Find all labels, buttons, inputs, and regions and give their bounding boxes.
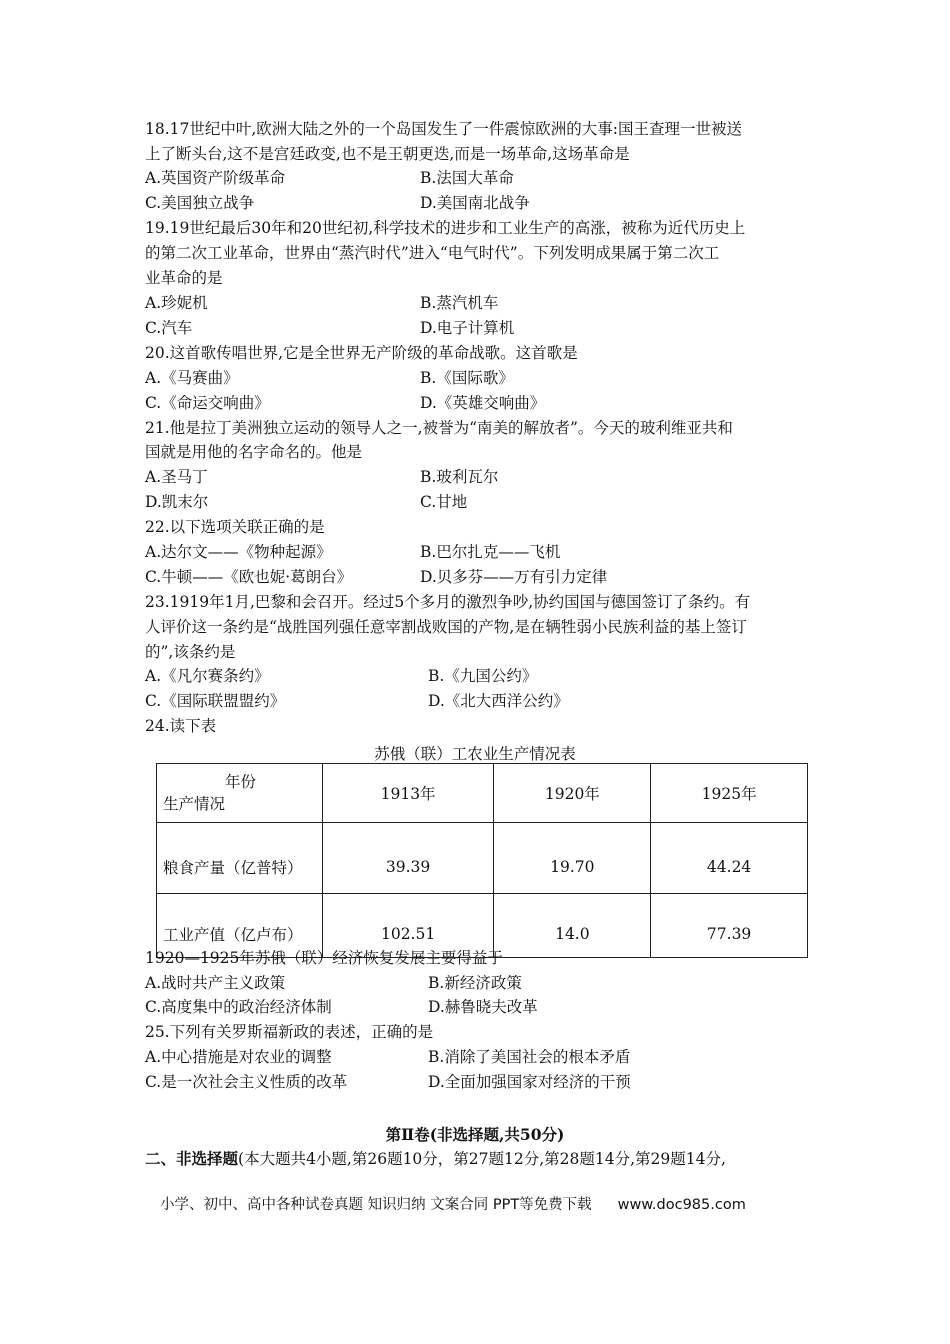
q20-option-b: B.《国际歌》 bbox=[420, 369, 514, 387]
q18-option-a: A.英国资产阶级革命 bbox=[145, 169, 286, 187]
q25-option-d: D.全面加强国家对经济的干预 bbox=[428, 1073, 631, 1091]
q20-stem-line1: 20.这首歌传唱世界,它是全世界无产阶级的革命战歌。这首歌是 bbox=[145, 344, 578, 362]
q21-option-a: A.圣马丁 bbox=[145, 468, 208, 486]
q18-option-d: D.美国南北战争 bbox=[420, 194, 530, 212]
q23-option-a: A.《凡尔赛条约》 bbox=[145, 667, 270, 685]
cell-value: 44.24 bbox=[651, 823, 808, 894]
q23-option-d: D.《北大西洋公约》 bbox=[428, 692, 569, 710]
table-row bbox=[157, 823, 808, 894]
header-year-1920: 1920年 bbox=[494, 764, 651, 823]
q20-option-d: D.《英雄交响曲》 bbox=[420, 394, 546, 412]
table-caption: 苏俄（联）工农业生产情况表 bbox=[374, 745, 576, 763]
footer bbox=[160, 1193, 746, 1214]
q21-stem-line2: 国就是用他的名字命名的。他是 bbox=[145, 443, 363, 461]
q24-option-b: B.新经济政策 bbox=[428, 974, 522, 992]
q23-stem-line3: 的”,该条约是 bbox=[145, 643, 236, 661]
q19-stem-line3: 业革命的是 bbox=[145, 269, 223, 287]
part2-heading-rest: (本大题共4小题,第26题10分，第27题12分,第28题14分,第29题14分, bbox=[238, 1150, 726, 1168]
part2-heading-bold: 二、非选择题 bbox=[145, 1149, 239, 1168]
table-header-row bbox=[157, 764, 808, 823]
q22-option-a: A.达尔文——《物种起源》 bbox=[145, 543, 332, 561]
q20-option-c: C.《命运交响曲》 bbox=[145, 394, 270, 412]
q25-stem-line1: 25.下列有关罗斯福新政的表述，正确的是 bbox=[145, 1023, 434, 1041]
q19-option-d: D.电子计算机 bbox=[420, 319, 515, 337]
q21-option-b: B.玻利瓦尔 bbox=[420, 468, 499, 486]
q22-option-d: D.贝多芬——万有引力定律 bbox=[420, 568, 608, 586]
q19-option-a: A.珍妮机 bbox=[145, 294, 208, 312]
q18-stem-line2: 上了断头台,这不是宫廷政变,也不是王朝更迭,而是一场革命,这场革命是 bbox=[145, 145, 630, 163]
header-year-1913: 1913年 bbox=[322, 764, 494, 823]
q23-stem-line2: 人评价这一条约是“战胜国列强任意宰割战败国的产物,是在辆牲弱小民族利益的基上签订 bbox=[145, 618, 747, 636]
q18-stem-line1: 18.17世纪中叶,欧洲大陆之外的一个岛国发生了一件震惊欧洲的大事:国王查理一世被送 bbox=[145, 120, 743, 138]
q20-option-a: A.《马赛曲》 bbox=[145, 369, 239, 387]
q19-option-c: C.汽车 bbox=[145, 319, 193, 337]
cell-value: 102.51 bbox=[322, 894, 494, 958]
q18-option-b: B.法国大革命 bbox=[420, 169, 514, 187]
q19-stem-line2: 的第二次工业革命，世界由“蒸汽时代”进入“电气时代”。下列发明成果属于第二次工 bbox=[145, 244, 720, 262]
q25-option-a: A.中心措施是对农业的调整 bbox=[145, 1048, 332, 1066]
q24-option-c: C.高度集中的政治经济体制 bbox=[145, 998, 332, 1016]
q25-option-b: B.消除了美国社会的根本矛盾 bbox=[428, 1048, 631, 1066]
row-label-industry: 工业产值（亿卢布） bbox=[157, 894, 323, 958]
q22-stem-line1: 22.以下选项关联正确的是 bbox=[145, 518, 325, 536]
q25-option-c: C.是一次社会主义性质的改革 bbox=[145, 1073, 348, 1091]
q19-stem-line1: 19.19世纪最后30年和20世纪初,科学技术的进步和工业生产的高涨，被称为近代历史上 bbox=[145, 219, 746, 237]
q18-option-c: C.美国独立战争 bbox=[145, 194, 255, 212]
cell-value: 19.70 bbox=[494, 823, 651, 894]
q24-stem-line1: 24.读下表 bbox=[145, 717, 217, 735]
q24-option-d: D.赫鲁晓夫改革 bbox=[428, 998, 538, 1016]
q23-option-b: B.《九国公约》 bbox=[428, 667, 538, 685]
q24-question: 1920—1925年苏俄（联）经济恢复发展主要得益于 bbox=[145, 949, 503, 967]
header-year-label: 年份 bbox=[225, 773, 257, 791]
row-label-grain: 粮食产量（亿普特） bbox=[157, 823, 323, 894]
q23-option-c: C.《国际联盟盟约》 bbox=[145, 692, 286, 710]
q21-option-c: D.凯末尔 bbox=[145, 493, 209, 511]
q22-option-c: C.牛顿——《欧也妮·葛朗台》 bbox=[145, 568, 353, 586]
q21-option-d: C.甘地 bbox=[420, 493, 468, 511]
header-year-1925: 1925年 bbox=[651, 764, 808, 823]
q21-stem-line1: 21.他是拉丁美洲独立运动的领导人之一,被誉为“南美的解放者”。今天的玻利维亚共和 bbox=[145, 419, 733, 437]
q23-stem-line1: 23.1919年1月,巴黎和会召开。经过5个多月的激烈争吵,协约国国与德国签订了条约。有 bbox=[145, 593, 751, 611]
part2-title: 第Ⅱ卷(非选择题,共50分) bbox=[385, 1125, 565, 1144]
footer-site-link[interactable]: www.doc985.com bbox=[617, 1197, 746, 1213]
table-corner-cell bbox=[157, 764, 323, 823]
production-table bbox=[156, 763, 808, 958]
q22-option-b: B.巴尔扎克——飞机 bbox=[420, 543, 561, 561]
q24-option-a: A.战时共产主义政策 bbox=[145, 974, 286, 992]
cell-value: 39.39 bbox=[322, 823, 494, 894]
part2-heading bbox=[145, 1147, 726, 1171]
header-production-label: 生产情况 bbox=[163, 795, 226, 813]
cell-value: 77.39 bbox=[651, 894, 808, 958]
footer-text: 小学、初中、高中各种试卷真题 知识归纳 文案合同 PPT等免费下载 bbox=[160, 1197, 592, 1213]
cell-value: 14.0 bbox=[494, 894, 651, 958]
q19-option-b: B.蒸汽机车 bbox=[420, 294, 499, 312]
